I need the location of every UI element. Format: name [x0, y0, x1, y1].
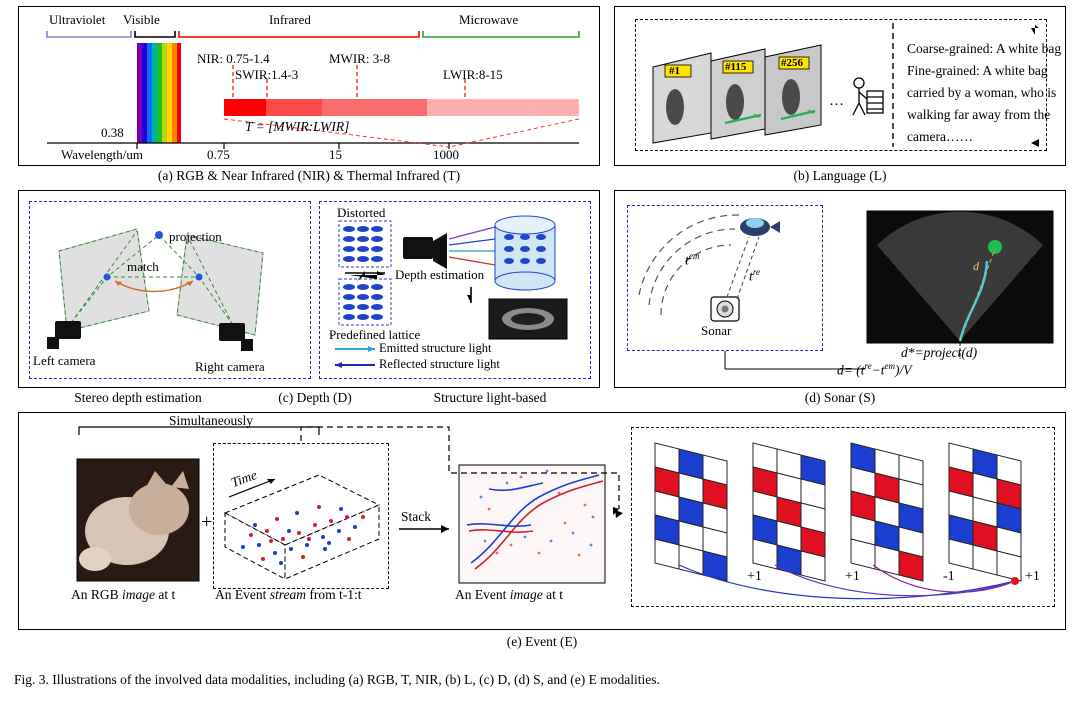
label-right-camera: Right camera — [195, 359, 265, 374]
language-line-1: Fine-grained: A white bag — [907, 63, 1048, 78]
band-label-infrared: Infrared — [269, 12, 311, 27]
label-match: match — [127, 259, 159, 274]
label-d-in-fan: d — [973, 259, 979, 273]
subcaption-event-image: An Event image at t — [455, 587, 563, 602]
panel-c-left-title: Stereo depth estimation — [74, 390, 202, 405]
tick-038: 0.38 — [101, 125, 124, 140]
panel-a-caption: (a) RGB & Near Infrared (NIR) & Thermal Infrared (T) — [157, 168, 461, 183]
subcaption-event-stream: An Event stream from t-1:t — [215, 587, 362, 602]
label-distorted: Distorted — [337, 205, 386, 220]
panel-a-graphics — [19, 7, 601, 167]
panel-b-language — [614, 6, 1066, 166]
label-emitted-structure-light: Emitted structure light — [379, 341, 492, 355]
language-line-0: Coarse-grained: A white bag — [907, 41, 1062, 56]
label-stack: Stack — [401, 509, 431, 524]
polarity-label-3: +1 — [1025, 569, 1040, 584]
label-project-d: d*=project(d) — [901, 345, 978, 360]
frames-ellipsis: … — [829, 93, 844, 109]
frame-label-1: #1 — [669, 65, 680, 77]
label-simultaneously: Simultaneously — [169, 413, 253, 428]
figure-caption: Fig. 3. Illustrations of the involved data modalities, including (a) RGB, T, NIR, (b) L, (c) D, (d) S, and (e) E modalities. — [14, 672, 660, 687]
frame-label-256: #256 — [781, 57, 803, 69]
panel-e-event — [18, 412, 1066, 630]
label-left-camera: Left camera — [33, 353, 96, 368]
polarity-label-2: -1 — [943, 569, 955, 584]
label-reflected-structure-light: Reflected structure light — [379, 357, 500, 371]
subcaption-rgb-image: An RGB image at t — [71, 587, 176, 602]
label-t-em: $t^{em}$ — [685, 251, 700, 269]
panel-a-spectrum — [18, 6, 600, 166]
tick-075: 0.75 — [207, 147, 230, 162]
label-sonar-equation: $d= (t^{re}-t^{em})/V$ — [837, 361, 912, 378]
panel-b-caption: (b) Language (L) — [793, 168, 887, 183]
label-depth-estimation: Depth estimation — [395, 267, 485, 282]
band-label-visible: Visible — [123, 12, 160, 27]
panel-d-caption: (d) Sonar (S) — [804, 390, 876, 405]
label-predefined-lattice: Predefined lattice — [329, 327, 421, 342]
language-line-4: camera…… — [907, 129, 973, 144]
label-time: Time — [229, 466, 259, 491]
range-label-lwir: LWIR:8-15 — [443, 67, 503, 82]
polarity-label-0: +1 — [747, 569, 762, 584]
range-label-swir: SWIR:1.4-3 — [235, 67, 299, 82]
label-plus: + — [201, 511, 213, 533]
range-label-nir: NIR: 0.75-1.4 — [197, 51, 270, 66]
band-label-microwave: Microwave — [459, 12, 519, 27]
range-label-mwir: MWIR: 3-8 — [329, 51, 391, 66]
panel-c-depth — [18, 190, 600, 388]
panel-e-caption: (e) Event (E) — [506, 634, 578, 649]
language-line-3: walking far away from the — [907, 107, 1051, 122]
panel-c-right-title: Structure light-based — [433, 390, 547, 405]
tick-1000: 1000 — [433, 147, 459, 162]
formula-thermal: T = [MWIR:LWIR] — [245, 119, 350, 134]
label-t-re: $t^{re}$ — [749, 267, 761, 285]
panel-c-caption: (c) Depth (D) — [278, 390, 352, 405]
axis-title-wavelength: Wavelength/um — [61, 147, 143, 162]
band-label-ultraviolet: Ultraviolet — [49, 12, 106, 27]
panel-c-graphics — [19, 191, 601, 389]
panel-d-sonar — [614, 190, 1066, 388]
label-sonar: Sonar — [701, 323, 732, 338]
label-projection: projection — [169, 229, 222, 244]
polarity-label-1: +1 — [845, 569, 860, 584]
language-line-2: carried by a woman, who is — [907, 85, 1057, 100]
panel-d-graphics — [615, 191, 1067, 389]
tick-15: 15 — [329, 147, 342, 162]
frame-label-115: #115 — [725, 61, 747, 73]
